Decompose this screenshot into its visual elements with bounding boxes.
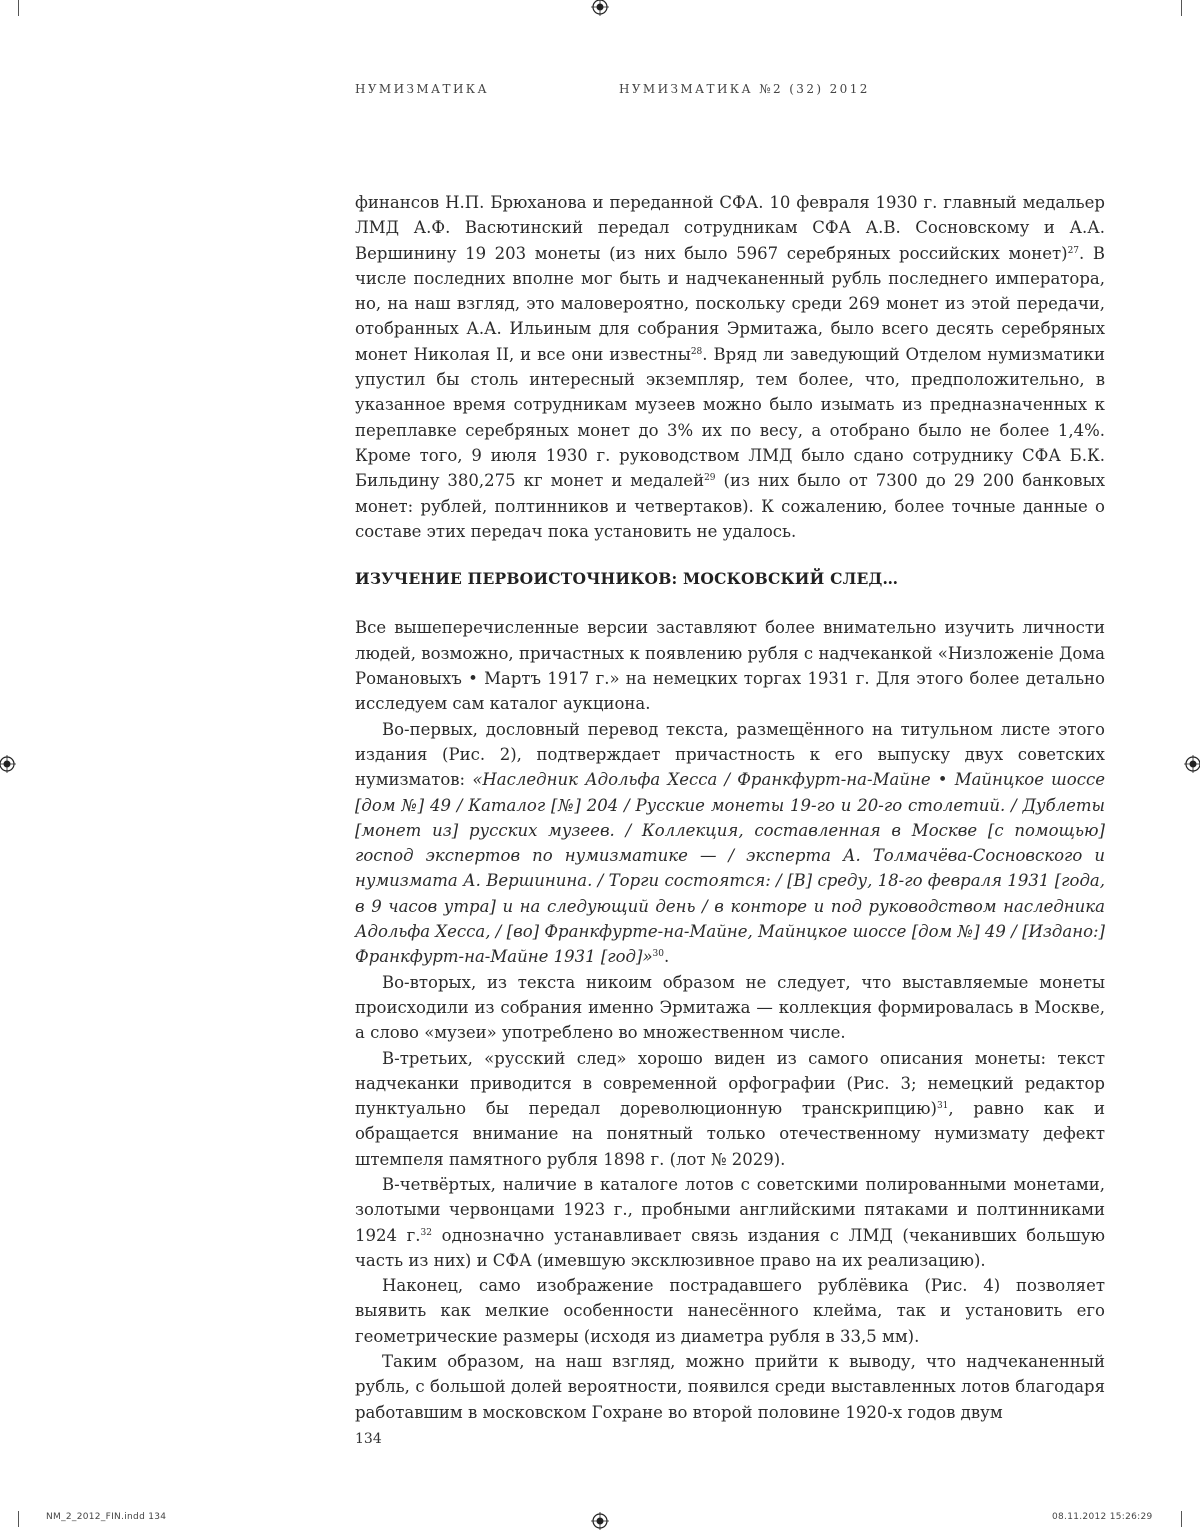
footnote-ref-31: 31 (936, 1101, 949, 1112)
paragraph-1: финансов Н.П. Брюханова и переданной СФА. 10 февраля 1930 г. главный медальер ЛМД А.Ф. Васютинский передал сотрудникам СФА А.В. Сосновскому и А.А. Вершинину 19 203 монеты (из них было 5967 серебряных российских монет)$^{27}$. В числе последних вполне мог быть и надчеканенный рубль последнего императора, но, на наш взгляд, это маловероятно, поскольку среди 269 монет из этой передачи, отобранных А.А. Ильиным для собрания Эрмитажа, было всего десять серебряных монет Николая II, и все они известны$^{28}$. Вряд ли заведующий Отделом нумизматики упустил бы столь интересный экземпляр, тем более, что, предположительно, в указанное время сотрудникам музеев можно было изымать из предназначенных к переплавке серебряных монет до 3% их по весу, а отобрано было не более 1,4%. Кроме того, 9 июля 1930 г. руководством ЛМД было сдано сотруднику СФА Б.К. Бильдину 380,275 кг монет и медалей$^{29}$ (из них было от 7300 до 29 200 банковых монет: рублей, полтинников и четвертаков). К сожалению, более точные данные о составе этих передач пока установить не удалось. (355, 193, 1106, 541)
article-body (355, 190, 1105, 1425)
footnote-ref-32: 32 (420, 1227, 432, 1238)
paragraph-6: В-четвёртых, наличие в каталоге лотов с советскими полированными монетами, золотыми червонцами 1923 г., пробными английскими пятаками и полтинниками 1924 г.$^{32}$ однозначно устанавливает связь издания с ЛМД (чеканивших большую часть из них) и СФА (имевшую эксклюзивное право на их реализацию). (355, 1174, 1105, 1270)
paragraph-3: Во-первых, дословный перевод текста, размещённого на титульном листе этого издания (Рис. 2), подтверждает причастность к его выпуску двух советских нумизматов: «Наследник Адольфа Хесса / Франкфурт-на-Майне • Майнцкое шоссе [дом №] 49 / Каталог [№] 204 / Русские монеты 19-го и 20-го столетий. / Дублеты [монет из] русских музеев. / Коллекция, составленная в Москве [с помощью] господ экспертов по нумизматике — / эксперта А. Толмачёва-Сосновского и нумизмата А. Вершинина. / Торги состоятся: / [В] среду, 18-го февраля 1931 [года, в 9 часов утра] и на следующий день / в конторе и под руководством наследника Адольфа Хесса, / [во] Франкфурте-на-Майне, Майнцкое шоссе [дом №] 49 / [Издано:] Франкфурт-на-Майне 1931 [год]»$^{30}$. (355, 719, 1105, 967)
crop-mark-bottom-left (18, 1511, 19, 1527)
registration-mark-top-icon (591, 0, 609, 16)
section-heading: ИЗУЧЕНИЕ ПЕРВОИСТОЧНИКОВ: МОСКОВСКИЙ СЛЕД… (355, 569, 899, 589)
footnote-ref-30: 30 (652, 949, 664, 960)
print-slug-timestamp: 08.11.2012 15:26:29 (1052, 1512, 1153, 1522)
crop-mark-bottom-right (1181, 1511, 1182, 1527)
running-head-section: НУМИЗМАТИКА (355, 82, 489, 96)
catalog-title-quote: «Наследник Адольфа Хесса / Франкфурт-на-Майне • Майнцкое шоссе [дом №] 49 / Каталог [№] 204 / Русские монеты 19-го и 20-го столетий. / Дублеты [монет из] русских музеев. / Коллекция, составленная в Москве [с помощью] господ экспертов по нумизматике — / эксперта А. Толмачёва-Сосновского и нумизмата А. Вершинина. / Торги состоятся: / [В] среду, 18-го февраля 1931 [года, в 9 часов утра] и на следующий день / в конторе и под руководством наследника Адольфа Хесса, / [во] Франкфурте-на-Майне, Майнцкое шоссе [дом №] 49 / [Издано:] Франкфурт-на-Майне 1931 [год]» (355, 770, 1105, 967)
registration-mark-left-icon (0, 755, 16, 773)
print-slug-file: NM_2_2012_FIN.indd 134 (46, 1512, 167, 1522)
crop-mark-top-right (1181, 0, 1182, 16)
registration-mark-bottom-icon (591, 1512, 609, 1530)
footnote-ref-28: 28 (690, 346, 703, 357)
paragraph-7: Наконец, само изображение пострадавшего рублёвика (Рис. 4) позволяет выявить как мелкие особенности нанесённого клейма, так и установить его геометрические размеры (исходя из диаметра рубля в 33,5 мм). (355, 1276, 1105, 1346)
running-head-journal: НУМИЗМАТИКА №2 (32) 2012 (619, 82, 870, 96)
paragraph-8: Таким образом, на наш взгляд, можно прийти к выводу, что надчеканенный рубль, с большой долей вероятности, появился среди выставленных лотов благодаря работавшим в московском Гохране во второй половине 1920-х годов двум (355, 1352, 1105, 1422)
page-number: 134 (355, 1431, 382, 1447)
registration-mark-right-icon (1184, 755, 1200, 773)
footnote-ref-29: 29 (704, 473, 716, 484)
paragraph-2: Все вышеперечисленные версии заставляют более внимательно изучить личности людей, возможно, причастных к появлению рубля с надчеканкой «Низложенiе Дома Романовыхъ • Мартъ 1917 г.» на немецких торгах 1931 г. Для этого более детально исследуем сам каталог аукциона. (355, 618, 1105, 714)
paragraph-4: Во-вторых, из текста никоим образом не следует, что выставляемые монеты происходили из собрания именно Эрмитажа — коллекция формировалась в Москве, а слово «музеи» употреблено во множественном числе. (355, 972, 1105, 1043)
footnote-ref-27: 27 (1067, 245, 1080, 256)
crop-mark-top-left (18, 0, 19, 16)
paragraph-5: В-третьих, «русский след» хорошо виден из самого описания монеты: текст надчеканки приводится в современной орфографии (Рис. 3; немецкий редактор пунктуально бы передал дореволюционную транскрипцию)$^{31}$, равно как и обращается внимание на понятный только отечественному нумизмату дефект штемпеля памятного рубля 1898 г. (лот № 2029). (355, 1048, 1106, 1169)
